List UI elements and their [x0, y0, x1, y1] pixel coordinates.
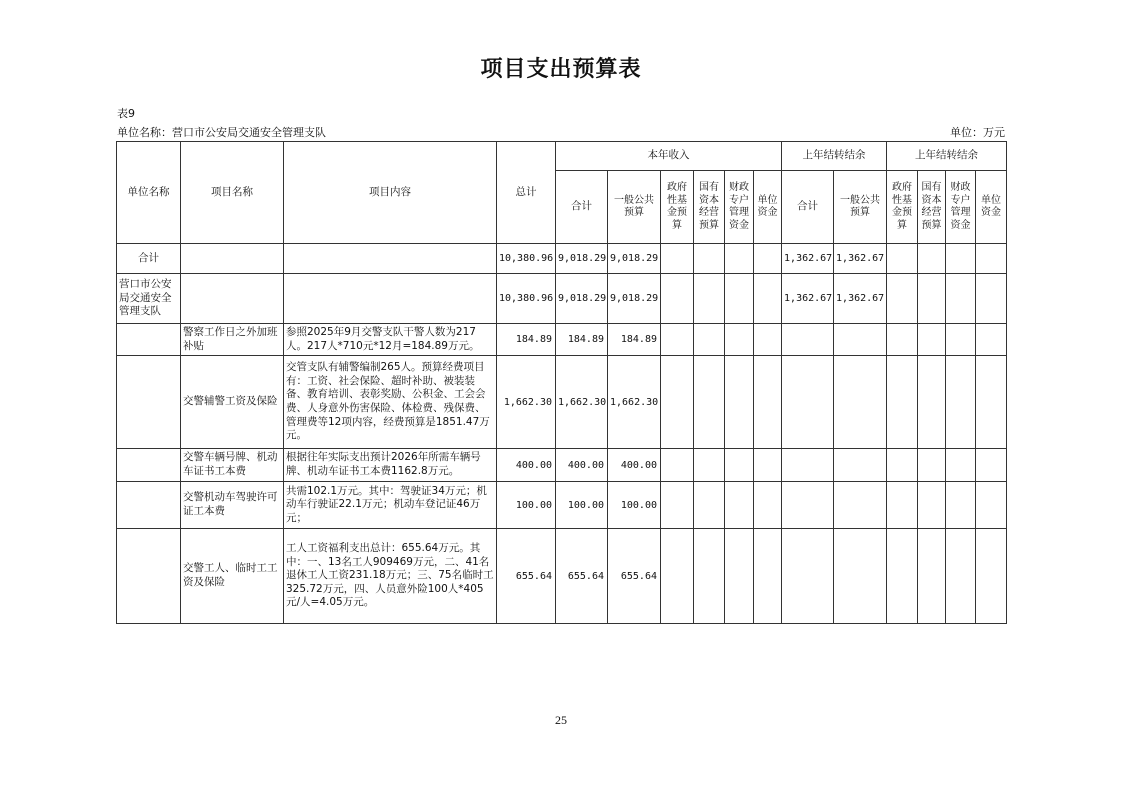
cell-inc-general: 9,018.29 [608, 244, 661, 274]
cell-empty [918, 244, 946, 274]
cell-project-content: 交管支队有辅警编制265人。预算经费项目有：工资、社会保险、超时补助、被装装备、教育培训、表彰奖励、公积金、工会会费、人身意外伤害保险、体检费、残保费、管理费等12项内容，经费预算是1851.47万元。 [284, 356, 497, 449]
cell-empty [725, 244, 754, 274]
cell-inc-total: 9,018.29 [556, 244, 608, 274]
cell-empty [918, 324, 946, 356]
cell-unit [117, 356, 181, 449]
header-inc-special: 财政专户管理资金 [725, 171, 754, 244]
cell-total: 655.64 [497, 529, 556, 624]
cell-cy-general: 1,362.67 [834, 244, 887, 274]
cell-empty [887, 324, 918, 356]
cell-cy-total: 1,362.67 [782, 244, 834, 274]
cell-empty [918, 274, 946, 324]
cell-empty [976, 482, 1007, 529]
cell-project-name [181, 244, 284, 274]
header-inc-state-capital: 国有资本经营预算 [694, 171, 725, 244]
cell-cy-general [834, 449, 887, 482]
cell-empty [976, 529, 1007, 624]
cell-empty [946, 356, 976, 449]
cell-empty [946, 324, 976, 356]
cell-empty [725, 356, 754, 449]
cell-cy-total [782, 356, 834, 449]
unit-name-label: 单位名称：营口市公安局交通安全管理支队 [117, 126, 326, 139]
table-row [117, 324, 1007, 356]
cell-unit [117, 324, 181, 356]
cell-empty [694, 356, 725, 449]
cell-empty [887, 244, 918, 274]
cell-total: 10,380.96 [497, 244, 556, 274]
cell-empty [694, 324, 725, 356]
cell-empty [694, 529, 725, 624]
cell-empty [754, 274, 782, 324]
cell-empty [976, 274, 1007, 324]
header-current-income: 本年收入 [556, 142, 782, 171]
cell-project-content: 根据往年实际支出预计2026年所需车辆号牌、机动车证书工本费1162.8万元。 [284, 449, 497, 482]
cell-inc-general: 100.00 [608, 482, 661, 529]
cell-unit [117, 482, 181, 529]
cell-empty [946, 244, 976, 274]
cell-empty [887, 529, 918, 624]
cell-empty [725, 274, 754, 324]
cell-empty [661, 244, 694, 274]
header-carryover: 上年结转结余 [782, 142, 887, 171]
cell-cy-general [834, 482, 887, 529]
cell-project-name: 警察工作日之外加班补贴 [181, 324, 284, 356]
cell-unit: 合计 [117, 244, 181, 274]
cell-inc-general: 9,018.29 [608, 274, 661, 324]
cell-project-name: 交警辅警工资及保险 [181, 356, 284, 449]
table-row [117, 244, 1007, 274]
cell-empty [661, 529, 694, 624]
cell-cy-total [782, 324, 834, 356]
cell-empty [661, 449, 694, 482]
cell-empty [754, 449, 782, 482]
cell-unit: 营口市公安局交通安全管理支队 [117, 274, 181, 324]
cell-empty [694, 244, 725, 274]
cell-inc-total: 1,662.30 [556, 356, 608, 449]
cell-empty [976, 449, 1007, 482]
header-inc-general: 一般公共预算 [608, 171, 661, 244]
header-carryover-2: 上年结转结余 [887, 142, 1007, 171]
cell-empty [661, 356, 694, 449]
cell-empty [918, 449, 946, 482]
cell-total: 400.00 [497, 449, 556, 482]
header-inc-unit: 单位资金 [754, 171, 782, 244]
cell-empty [976, 244, 1007, 274]
cell-empty [754, 356, 782, 449]
cell-empty [725, 482, 754, 529]
cell-inc-total: 655.64 [556, 529, 608, 624]
header-project-content: 项目内容 [284, 142, 497, 244]
cell-project-content: 参照2025年9月交警支队干警人数为217人。217人*710元*12月=184.89万元。 [284, 324, 497, 356]
cell-inc-total: 9,018.29 [556, 274, 608, 324]
header-cy-unit: 单位资金 [976, 171, 1007, 244]
cell-empty [887, 482, 918, 529]
header-cy-general: 一般公共预算 [834, 171, 887, 244]
cell-empty [918, 356, 946, 449]
cell-project-content [284, 244, 497, 274]
cell-total: 184.89 [497, 324, 556, 356]
cell-project-name [181, 274, 284, 324]
cell-empty [661, 274, 694, 324]
cell-empty [976, 324, 1007, 356]
cell-unit [117, 529, 181, 624]
cell-empty [887, 274, 918, 324]
header-inc-total: 合计 [556, 171, 608, 244]
budget-table [116, 141, 1007, 624]
cell-project-content [284, 274, 497, 324]
header-inc-fund: 政府性基金预算 [661, 171, 694, 244]
cell-empty [918, 482, 946, 529]
table-row [117, 356, 1007, 449]
cell-inc-general: 400.00 [608, 449, 661, 482]
cell-empty [976, 356, 1007, 449]
header-cy-state-capital: 国有资本经营预算 [918, 171, 946, 244]
cell-total: 100.00 [497, 482, 556, 529]
cell-cy-general [834, 324, 887, 356]
cell-empty [887, 356, 918, 449]
header-cy-fund: 政府性基金预算 [887, 171, 918, 244]
cell-inc-general: 184.89 [608, 324, 661, 356]
cell-empty [725, 529, 754, 624]
cell-empty [946, 274, 976, 324]
cell-empty [918, 529, 946, 624]
table-row [117, 529, 1007, 624]
cell-empty [725, 449, 754, 482]
cell-empty [694, 449, 725, 482]
cell-empty [946, 482, 976, 529]
cell-inc-total: 100.00 [556, 482, 608, 529]
header-cy-special: 财政专户管理资金 [946, 171, 976, 244]
header-unit-name: 单位名称 [117, 142, 181, 244]
cell-cy-total: 1,362.67 [782, 274, 834, 324]
table-row [117, 482, 1007, 529]
cell-empty [946, 449, 976, 482]
cell-total: 1,662.30 [497, 356, 556, 449]
cell-empty [661, 324, 694, 356]
page-title: 项目支出预算表 [480, 56, 642, 82]
cell-project-name: 交警工人、临时工工资及保险 [181, 529, 284, 624]
page-number: 25 [555, 713, 567, 727]
cell-cy-total [782, 449, 834, 482]
cell-empty [754, 482, 782, 529]
cell-project-content: 共需102.1万元。其中：驾驶证34万元；机动车行驶证22.1万元；机动车登记证46万元； [284, 482, 497, 529]
cell-cy-total [782, 529, 834, 624]
cell-cy-general: 1,362.67 [834, 274, 887, 324]
table-row [117, 449, 1007, 482]
table-number: 表9 [117, 107, 135, 120]
cell-cy-general [834, 356, 887, 449]
cell-empty [661, 482, 694, 529]
cell-inc-total: 184.89 [556, 324, 608, 356]
currency-unit-label: 单位：万元 [950, 126, 1005, 139]
cell-inc-total: 400.00 [556, 449, 608, 482]
cell-cy-general [834, 529, 887, 624]
cell-inc-general: 1,662.30 [608, 356, 661, 449]
table-row [117, 274, 1007, 324]
cell-empty [754, 324, 782, 356]
cell-empty [887, 449, 918, 482]
cell-project-name: 交警机动车驾驶许可证工本费 [181, 482, 284, 529]
cell-total: 10,380.96 [497, 274, 556, 324]
header-cy-total: 合计 [782, 171, 834, 244]
cell-unit [117, 449, 181, 482]
header-project-name: 项目名称 [181, 142, 284, 244]
cell-project-name: 交警车辆号牌、机动车证书工本费 [181, 449, 284, 482]
cell-empty [946, 529, 976, 624]
cell-empty [694, 274, 725, 324]
cell-project-content: 工人工资福利支出总计：655.64万元。其中：一、13名工人909469万元，二、41名退休工人工资231.18万元；三、75名临时工325.72万元，四、人员意外险100人*405元/人=4.05万元。 [284, 529, 497, 624]
header-total: 总计 [497, 142, 556, 244]
cell-empty [754, 529, 782, 624]
cell-inc-general: 655.64 [608, 529, 661, 624]
cell-empty [694, 482, 725, 529]
cell-empty [725, 324, 754, 356]
cell-empty [754, 244, 782, 274]
cell-cy-total [782, 482, 834, 529]
